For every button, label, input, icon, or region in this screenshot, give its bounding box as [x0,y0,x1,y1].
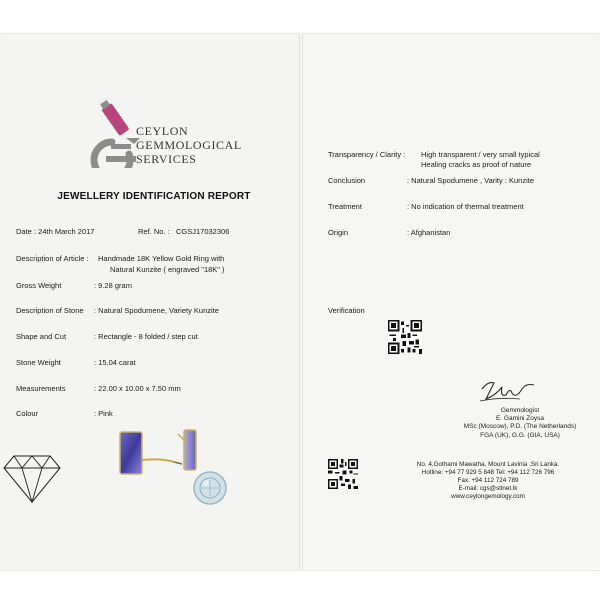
date-value: : 24th March 2017 [34,227,95,236]
field-value: : Pink [94,409,113,418]
website-qr-code[interactable] [328,459,358,489]
field-value: : 22.00 x 10.00 x 7.50 mm [94,384,181,393]
contact-block [378,461,598,501]
gemmologist-role: Gemmologist [500,407,540,414]
address: No. 4,Gothami Mawatha, Mount Lavinia ,Sri Lanka. [416,461,560,468]
field-label: Treatment [328,202,362,211]
company-name [136,124,242,166]
field-value: : Natural Spodumene, Variety Kunzite [94,306,219,315]
gemmologist-name: E. Gamini Zoysa [495,415,545,423]
verification-qr-code[interactable] [388,320,422,354]
email-link[interactable]: E-mail: cgs@sltnet.lk [458,484,518,492]
field-value: : No indication of thermal treatment [407,202,524,211]
microscope-logo-icon [82,96,142,168]
hologram-seal-icon [192,470,228,506]
field-value: : 15.04 carat [94,358,136,367]
phone-numbers: Hotline: +94 77 929 5 848 Tel: +94 112 726 796 [421,468,555,476]
field-label: Stone Weight [16,358,61,367]
field-value: : 9.28 gram [94,281,132,290]
field-label: Transparency / Clarity : [328,150,406,159]
company-name-line-3: SERVICES [136,152,197,166]
field-label: Description of Article : [16,254,89,263]
date-label: Date [16,227,32,236]
field-value: : Natural Spodumene , Varity : Kunzite [407,176,535,185]
field-label: Measurements [16,384,66,393]
verification-label: Verification [328,306,365,315]
field-label: Shape and Cut [16,332,67,341]
field-label: Origin [328,228,349,237]
field-value: Handmade 18K Yellow Gold Ring with [98,254,225,263]
company-name-line-2: GEMMOLOGICAL [136,138,242,152]
gemmologist-signature [476,375,538,409]
ref-value: CGSJ17032306 [176,227,230,236]
field-value: High transparent / very small typical [421,150,540,159]
website-link[interactable]: www.ceylongemology.com [451,492,525,500]
ref-label: Ref. No. : [138,227,170,236]
field-value-continued: Natural Kunzite ( engraved "18K" ) [110,265,225,274]
field-label: Conclusion [328,176,366,185]
field-value: : Afghanistan [407,228,451,237]
field-value: : Rectangle - 8 folded / step cut [94,332,198,341]
fax: Fax: +94 112 724 789 [457,476,519,484]
field-value-continued: Healing cracks as proof of nature [421,160,532,169]
gemmologist-block [440,407,600,440]
gemmologist-credentials-1: MSc (Moscow), P.D. (The Netherlands) [463,423,577,431]
field-label: Description of Stone [16,306,84,315]
gemmologist-credentials-2: FGA (UK), G.G. (GIA, USA) [480,431,560,439]
diamond-icon [2,452,62,504]
field-label: Colour [16,409,39,418]
company-name-line-1: CEYLON [136,124,189,138]
report-title: JEWELLERY IDENTIFICATION REPORT [57,191,251,202]
field-label: Gross Weight [16,281,62,290]
page-fold [299,34,303,570]
